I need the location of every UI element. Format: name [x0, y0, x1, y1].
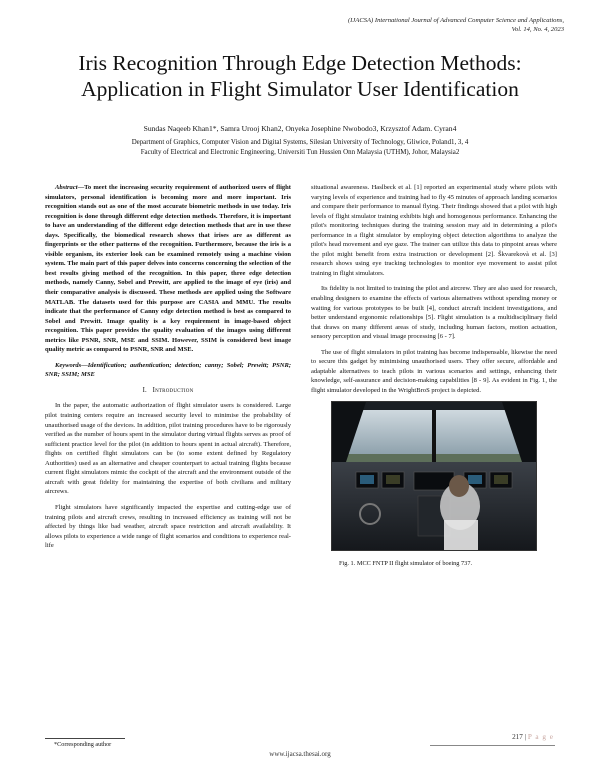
journal-website: www.ijacsa.thesai.org — [269, 750, 331, 758]
affiliation-2: Faculty of Electrical and Electronic Engineering, Universiti Tun Hussien Onn Malaysia (UTHM), Johor, Malaysia2 — [140, 149, 460, 156]
right-column — [311, 183, 557, 575]
title-line-2: Application in Flight Simulator User Identification — [81, 77, 519, 101]
body-paragraph: The use of flight simulators in pilot training has become indispensable, likewise the need to secure this gadget by minimising unauthorised users. They offer secure, affordable and adaptable alternatives to teach pilots in various scenarios and settings, enhancing their knowledge, self-assurance and decision-making capabilities [8 - 9]. As evident in Fig. 1, the flight simulator developed in the WrightBroS project is depicted. — [311, 348, 557, 394]
affiliation-1: Department of Graphics, Computer Vision and Digital Systems, Silesian University of Technology, Gliwice, Poland1, 3, 4 — [131, 139, 469, 146]
page-number-value: 217 — [512, 733, 523, 741]
section-number: I. — [142, 386, 147, 394]
author-list: Sundas Naqeeb Khan1*, Samra Urooj Khan2, Onyeka Josephine Nwobodo3, Krzysztof Adam. Cyran4 — [143, 124, 457, 133]
section-heading — [45, 386, 291, 396]
footer-divider — [430, 745, 555, 746]
abstract-text: —To meet the increasing security requirement of authorized users of flight simulators, personal identification is becoming more and more important. Iris recognition stands out as one of the most accurate biometric methods in use today. Iris recognition is done through different edge detection methods. Therefore, it is important to have an understanding of the different edge detection methods that are in use these days. Specifically, the biomedical research shows that irises are as different as fingerprints or the other patterns of the recognition. Furthermore, because the iris is a visible organism, its exterior look can be examined remotely using a machine vision system. The main part of this paper delves into concerns concerning the selection of the best results giving method of the recognition. In this paper, three edge detection methods, namely Canny, Sobel and Prewitt, are applied to the image of eye (iris) and their comparative analysis is discussed. These methods are applied using the Software MATLAB. The datasets used for this purpose are CASIA and MMU. The results indicate that the performance of Canny edge detection method is best as compared to Sobel and Prewitt. Image quality is a key requirement in image-based object recognition. This paper provides the quality evaluation of the images using different metrics like PSNR, SNR, MSE and SSIM. However, SSIM is considered best image quality metric as compared to PSNR, SNR and MSE. — [45, 184, 291, 354]
title-line-1: Iris Recognition Through Edge Detection Methods: — [78, 51, 522, 75]
corresponding-author-footnote: *Corresponding author — [54, 741, 112, 748]
section-title: Introduction — [152, 386, 194, 394]
abstract-label: Abstract — [55, 184, 78, 191]
body-paragraph: situational awareness. Haslbeck et al. [1] reported an experimental study where pilots with varying levels of experience and training had to fly 45 minutes of approach landing scenarios and compare their performance to manual flying. Their findings showed that a pilot with high levels of flight simulator training exhibits high and homogenous performance. Enhancing the pilot's monitoring techniques during the training session may aid in determining a pilot's performance in a flight simulator by employing object detection algorithms to analyze the pilot's head movement and eye gaze. The trainer can utilize this data to pinpoint areas where the pilot might benefit from extra instruction or development [2]. Škvarekovà et al. [3] research shows using eye tracking technologies to monitor eye movement to assist pilot training in flight simulators. — [311, 184, 557, 277]
cockpit-illustration — [332, 402, 536, 550]
footnote-divider — [45, 738, 125, 739]
journal-line-2: Vol. 14, No. 4, 2023 — [511, 26, 564, 33]
affiliations — [20, 138, 580, 158]
figure-caption: Fig. 1. MCC FNTP II flight simulator of boeing 737. — [339, 560, 473, 568]
keywords: Keywords—Identification; authentication; detection; canny; Sobel; Prewitt; PSNR; SNR; SSIM; MSE — [45, 361, 291, 379]
body-paragraph: In the paper, the automatic authorization of flight simulator users is considered. Large pilot training centers require an increased security level to minimise the probability of unauthorised usage of the devices. In addition, pilot training procedures have to be rigorously verified as the number of hours spent in the simulator during virtual flights serves as proof of sufficient practice level for the pilot (in addition to hours spent in actual aircraft). Therefore, flights on certified flight simulators can be (to some extent defined by Regulatory Authorities) used as an alternative and cheaper counterpart to actual training flights because current flight simulators mimic the cockpit of the aircraft and the environment outside of the aircraft with great fidelity for maintaining the expertise of both civilians and military aircrews. — [45, 402, 291, 496]
body-paragraph: Flight simulators have significantly impacted the expertise and cutting-edge use of training pilots and aircraft crews, resulting in increased efficiency as training will not be affected by things like bad weather, aircraft space restriction and aircraft availability. It allows pilots to experience a wide range of flight scenarios and conditions to experience real-life — [45, 503, 291, 550]
abstract — [45, 183, 291, 355]
left-column — [45, 183, 291, 557]
page-number: 217 | P a g e — [512, 733, 554, 741]
page-label: P a g e — [527, 733, 554, 741]
journal-header — [204, 16, 564, 34]
paper-title — [30, 50, 570, 102]
body-paragraph: Its fidelity is not limited to training the pilot and aircrew. They are also used for research, enabling designers to examine the effects of various alternatives without spending money or waiting for various prototypes to be built [4], conduct aircraft incident investigations, and better understand ergonomic relationships [5]. Flight simulation is a multidisciplinary field that draws on many different areas of study, including human factors, motion actuation, sensory perception and visual image processing [6 - 7]. — [311, 285, 557, 341]
flight-simulator-photo — [331, 401, 537, 551]
journal-line-1: (IJACSA) International Journal of Advanced Computer Science and Applications, — [347, 17, 564, 24]
